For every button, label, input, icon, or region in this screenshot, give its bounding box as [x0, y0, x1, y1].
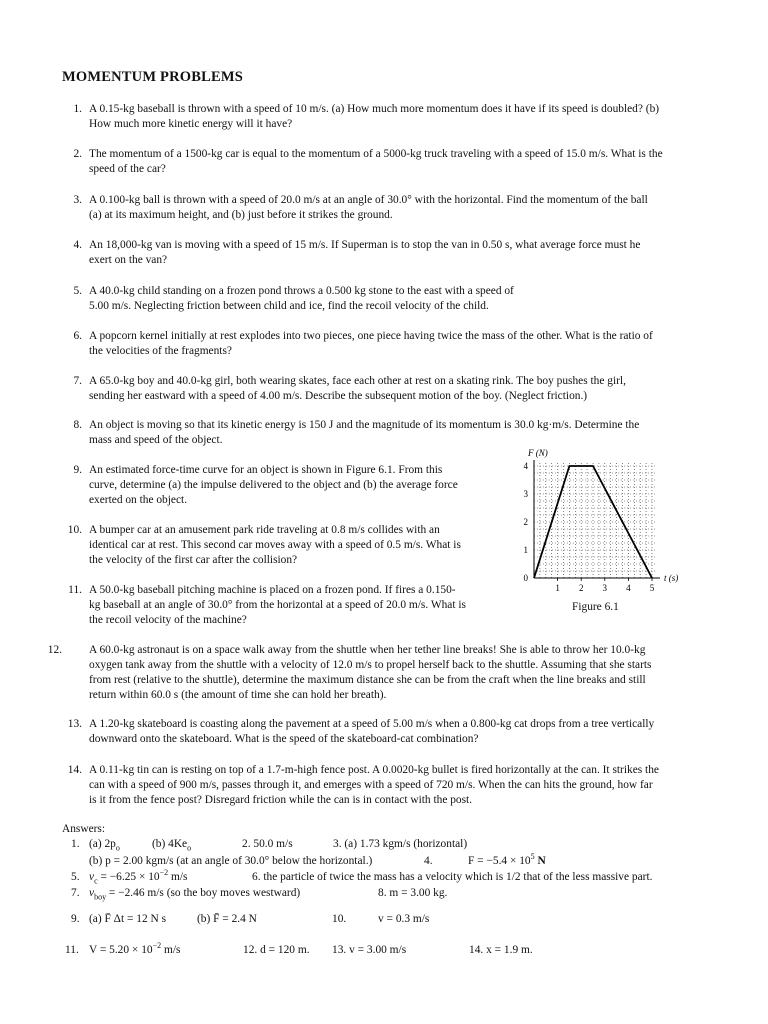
problem-number: 11. [68, 584, 82, 596]
answer-number: 11. [65, 944, 79, 956]
page-title: MOMENTUM PROBLEMS [62, 69, 244, 85]
problem-number: 5. [73, 285, 82, 297]
problem-number: 3. [73, 194, 82, 206]
answer-8: 8. m = 3.00 kg. [378, 887, 448, 899]
force-time-chart [512, 444, 702, 594]
problem-number: 9. [73, 464, 82, 476]
answer-13: 13. v = 3.00 m/s [332, 944, 407, 956]
problem-text-line: A 65.0-kg boy and 40.0-kg girl, both wearing skates, face each other at rest on a skating rink. The boy pushes the girl, [89, 375, 626, 387]
problem-number: 1. [73, 103, 82, 115]
problem-number: 7. [73, 375, 82, 387]
answer-2: 2. 50.0 m/s [242, 838, 293, 850]
problem-text-line: curve, determine (a) the impulse delivered to the object and (b) the average force [89, 479, 458, 491]
problem-text-line: (a) at its maximum height, and (b) just before it strikes the ground. [89, 209, 393, 221]
y-tick-label: 0 [523, 573, 528, 583]
problem-text-line: How much more kinetic energy will it have? [89, 118, 293, 130]
problem-text-line: An estimated force-time curve for an object is shown in Figure 6.1. From this [89, 464, 443, 476]
problem-text-line: speed of the car? [89, 163, 166, 175]
answers-heading: Answers: [62, 823, 106, 835]
x-tick-label: 4 [626, 583, 631, 593]
problem-text-line: A bumper car at an amusement park ride traveling at 0.8 m/s collides with an [89, 524, 440, 536]
answer-number: 4. [424, 855, 433, 867]
answer-10: v = 0.3 m/s [378, 913, 430, 925]
answer-6: 6. the particle of twice the mass has a velocity which is 1/2 that of the less massive part. [252, 871, 653, 883]
problem-number: 10. [67, 524, 82, 536]
problem-text-line: A 50.0-kg baseball pitching machine is placed on a frozen pond. If fires a 0.150- [89, 584, 456, 596]
force-curve [534, 466, 652, 578]
problem-number: 2. [73, 148, 82, 160]
answer-12: 12. d = 120 m. [243, 944, 310, 956]
answer-1a: (a) $2p_o$ [89, 838, 120, 853]
problem-text-line: The momentum of a 1500-kg car is equal to the momentum of a 5000-kg truck traveling with a speed of 15.0 m/s. What is the [89, 148, 663, 160]
answer-number: 10. [332, 913, 347, 925]
answer-9b: (b) F̄ = 2.4 N [197, 913, 257, 925]
problem-text-line: can with a speed of 900 m/s, passes through it, and emerges with a speed of 720 m/s. When the can hits the ground, how far [89, 779, 653, 791]
y-axis-label: F (N) [528, 448, 548, 458]
problem-text-line: exert on the van? [89, 254, 168, 266]
problem-text-line: the velocity of the first car after the collision? [89, 554, 298, 566]
problem-number: 6. [73, 330, 82, 342]
answer-14: 14. x = 1.9 m. [469, 944, 533, 956]
problem-text-line: mass and speed of the object. [89, 434, 223, 446]
problem-text-line: 5.00 m/s. Neglecting friction between child and ice, find the recoil velocity of the child. [89, 300, 489, 312]
problem-text-line: kg baseball at an angle of 30.0° from the horizontal at a speed of 20.0 m/s. What is [89, 599, 466, 611]
answer-9a: (a) F̄ Δt = 12 N s [89, 913, 167, 925]
answer-number: 5. [71, 871, 80, 883]
problem-number: 4. [73, 239, 82, 251]
problem-number: 8. [73, 419, 82, 431]
answer-4: $F = -5.4 \times 10^5$ N [468, 852, 546, 867]
problem-text-line: A 40.0-kg child standing on a frozen pond throws a 0.500 kg stone to the east with a speed of [89, 285, 514, 297]
y-tick-label: 4 [523, 461, 528, 471]
answer-number: 9. [71, 913, 80, 925]
answer-1b: (b) $4Ke_o$ [152, 838, 192, 853]
problem-number: 14. [67, 764, 82, 776]
problem-text-line: identical car at rest. This second car moves away with a speed of 0.5 m/s. What is [89, 539, 461, 551]
x-tick-label: 1 [555, 583, 560, 593]
problem-text-line: A popcorn kernel initially at rest explodes into two pieces, one piece having twice the mass of the other. What is the ratio of [89, 330, 653, 342]
problem-text-line: An 18,000-kg van is moving with a speed of 15 m/s. If Superman is to stop the van in 0.50 s, what average force must he [89, 239, 641, 251]
answer-11: $V = 5.20 \times 10^{-2}$ m/s [89, 941, 181, 956]
y-tick-label: 3 [523, 489, 528, 499]
answer-number: 7. [71, 887, 80, 899]
x-tick-label: 5 [649, 583, 655, 593]
problem-text-line: exerted on the object. [89, 494, 188, 506]
x-tick-label: 3 [602, 583, 608, 593]
x-axis-label: t (s) [664, 573, 679, 583]
problem-number: 13. [67, 718, 82, 730]
problem-text-line: An object is moving so that its kinetic energy is 150 J and the magnitude of its momentum is 30.0 kg·m/s. Determine the [89, 419, 640, 431]
problem-text-line: is it from the fence post? Disregard friction while the can is in contact with the post. [89, 794, 473, 806]
problem-text-line: the velocities of the fragments? [89, 345, 232, 357]
problem-text-line: A 0.100-kg ball is thrown with a speed of 20.0 m/s at an angle of 30.0° with the horizontal. Find the momentum of the ball [89, 194, 648, 206]
y-tick-label: 2 [523, 517, 528, 527]
problem-text-line: the recoil velocity of the machine? [89, 614, 247, 626]
problem-text-line: from rest (relative to the shuttle), determine the maximum distance she can be from the craft when the line breaks and still [89, 674, 646, 686]
problem-text-line: downward onto the skateboard. What is the speed of the skateboard-cat combination? [89, 733, 479, 745]
answer-3b: (b) p = 2.00 kgm/s (at an angle of 30.0° below the horizontal.) [89, 855, 373, 867]
problem-text-line: oxygen tank away from the shuttle with a velocity of 12.0 m/s to propel herself back to the shuttle. Assuming that she starts [89, 659, 652, 671]
problem-text-line: A 60.0-kg astronaut is on a space walk away from the shuttle when her tether line breaks! She is able to throw her 10.0-kg [89, 644, 646, 656]
problem-text-line: return within 60.0 s (the amount of time she can hold her breath). [89, 689, 387, 701]
answer-5: $v_c = -6.25 \times 10^{-2}$ m/s [89, 868, 188, 886]
answer-number: 1. [71, 838, 80, 850]
problem-text-line: A 0.15-kg baseball is thrown with a speed of 10 m/s. (a) How much more momentum does it have if its speed is doubled? (b) [89, 103, 660, 115]
problem-number: 12. [47, 644, 62, 656]
answer-7: $v_{boy} = -2.46$ m/s (so the boy moves westward) [89, 887, 301, 902]
problem-text-line: A 0.11-kg tin can is resting on top of a 1.7-m-high fence post. A 0.0020-kg bullet is fired horizontally at the can. It strikes the [89, 764, 659, 776]
x-tick-label: 2 [578, 583, 584, 593]
figure-caption: Figure 6.1 [572, 601, 619, 613]
problem-text-line: A 1.20-kg skateboard is coasting along the pavement at a speed of 5.00 m/s when a 0.800-kg cat drops from a tree vertically [89, 718, 655, 730]
y-tick-label: 1 [523, 545, 528, 555]
answer-3a: 3. (a) 1.73 kgm/s (horizontal) [333, 838, 468, 850]
problem-text-line: sending her eastward with a speed of 4.00 m/s. Describe the subsequent motion of the boy. (Neglect friction.) [89, 390, 588, 402]
